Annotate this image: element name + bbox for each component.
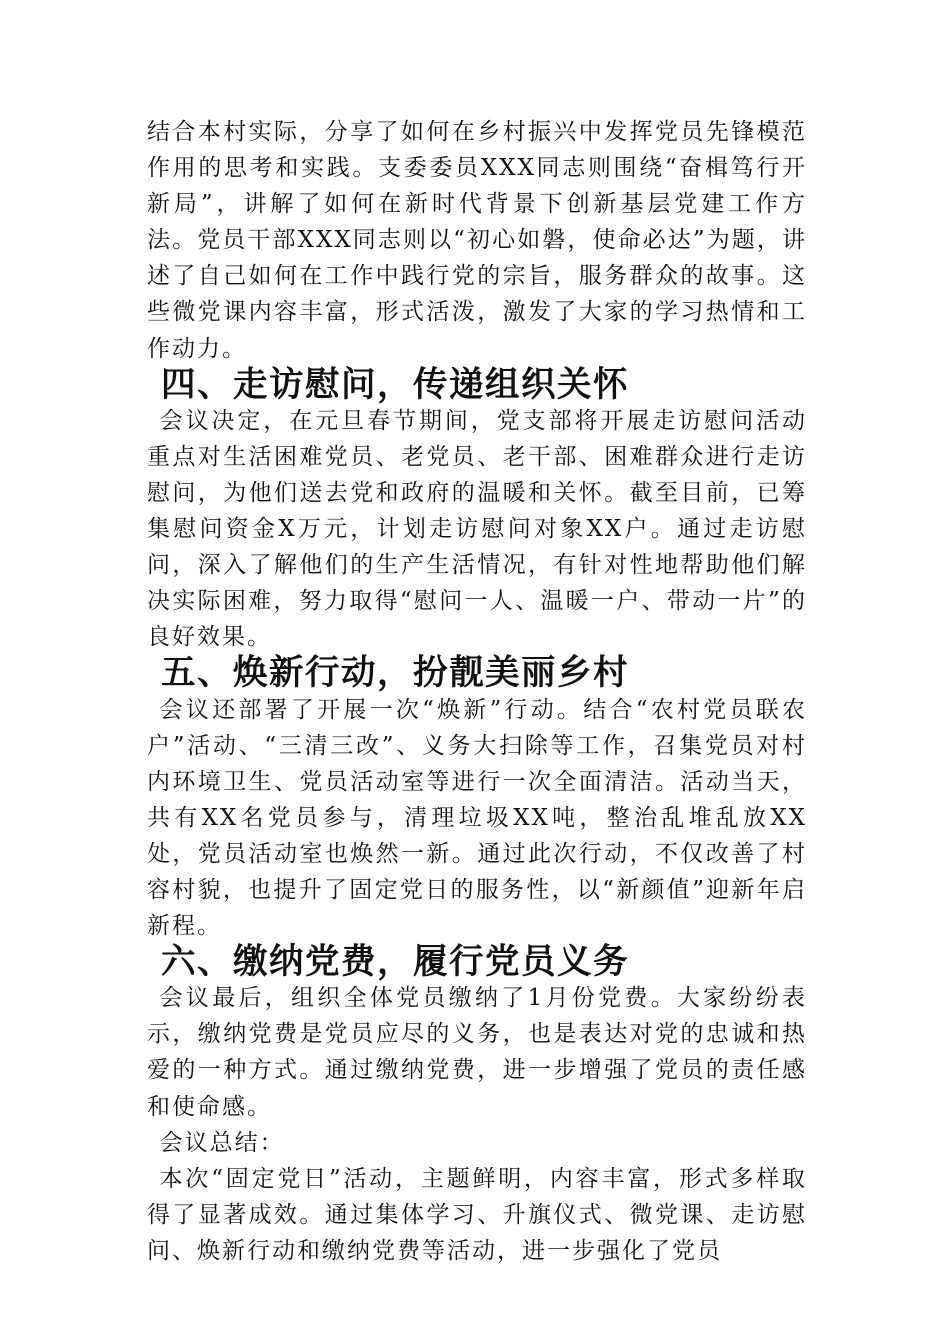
- section-heading-party-dues: 六、缴纳党费，履行党员义务: [161, 942, 629, 983]
- paragraph-renewal: 会议还部署了开展一次“焕新”行动。结合“农村党员联农户”活动、“三清三改”、义务大扫除等工作，召集党员对村内环境卫生、党员活动室等进行一次全面清洁。活动当天，共有XX名党员参与，清理垃圾XX吨，整治乱堆乱放XX处，党员活动室也焕然一新。通过此次行动，不仅改善了村容村貌，也提升了固定党日的服务性，以“新颜值”迎新年启新程。: [147, 696, 807, 940]
- paragraph-visits: 会议决定，在元旦春节期间，党支部将开展走访慰问活动重点对生活困难党员、老党员、老干部、困难群众进行走访慰问，为他们送去党和政府的温暖和关怀。截至目前，已筹集慰问资金X万元，计划走访慰问对象XX户。通过走访慰问，深入了解他们的生产生活情况，有针对性地帮助他们解决实际困难，努力取得“慰问一人、温暖一户、带动一片”的良好效果。: [147, 407, 807, 651]
- paragraph-summary: 本次“固定党日”活动，主题鲜明，内容丰富，形式多样取得了显著成效。通过集体学习、升旗仪式、微党课、走访慰问、焕新行动和缴纳党费等活动，进一步强化了党员: [147, 1165, 807, 1264]
- paragraph-party-dues: 会议最后，组织全体党员缴纳了1月份党费。大家纷纷表示，缴纳党费是党员应尽的义务，也是表达对党的忠诚和热爱的一种方式。通过缴纳党费，进一步增强了党员的责任感和使命感。: [147, 985, 807, 1120]
- section-heading-renewal: 五、焕新行动，扮靓美丽乡村: [161, 653, 629, 694]
- document-page: [147, 114, 807, 1269]
- paragraph-micro-lesson: 结合本村实际，分享了如何在乡村振兴中发挥党员先锋模范作用的思考和实践。支委委员XXX同志则围绕“奋楫笃行开新局”，讲解了如何在新时代背景下创新基层党建工作方法。党员干部XXX同志则以“初心如磐，使命必达”为题，讲述了自己如何在工作中践行党的宗旨，服务群众的故事。这些微党课内容丰富，形式活泼，激发了大家的学习热情和工作动力。: [147, 119, 807, 362]
- section-heading-visits: 四、走访慰问，传递组织关怀: [161, 364, 629, 405]
- summary-label: 会议总结：: [159, 1129, 285, 1156]
